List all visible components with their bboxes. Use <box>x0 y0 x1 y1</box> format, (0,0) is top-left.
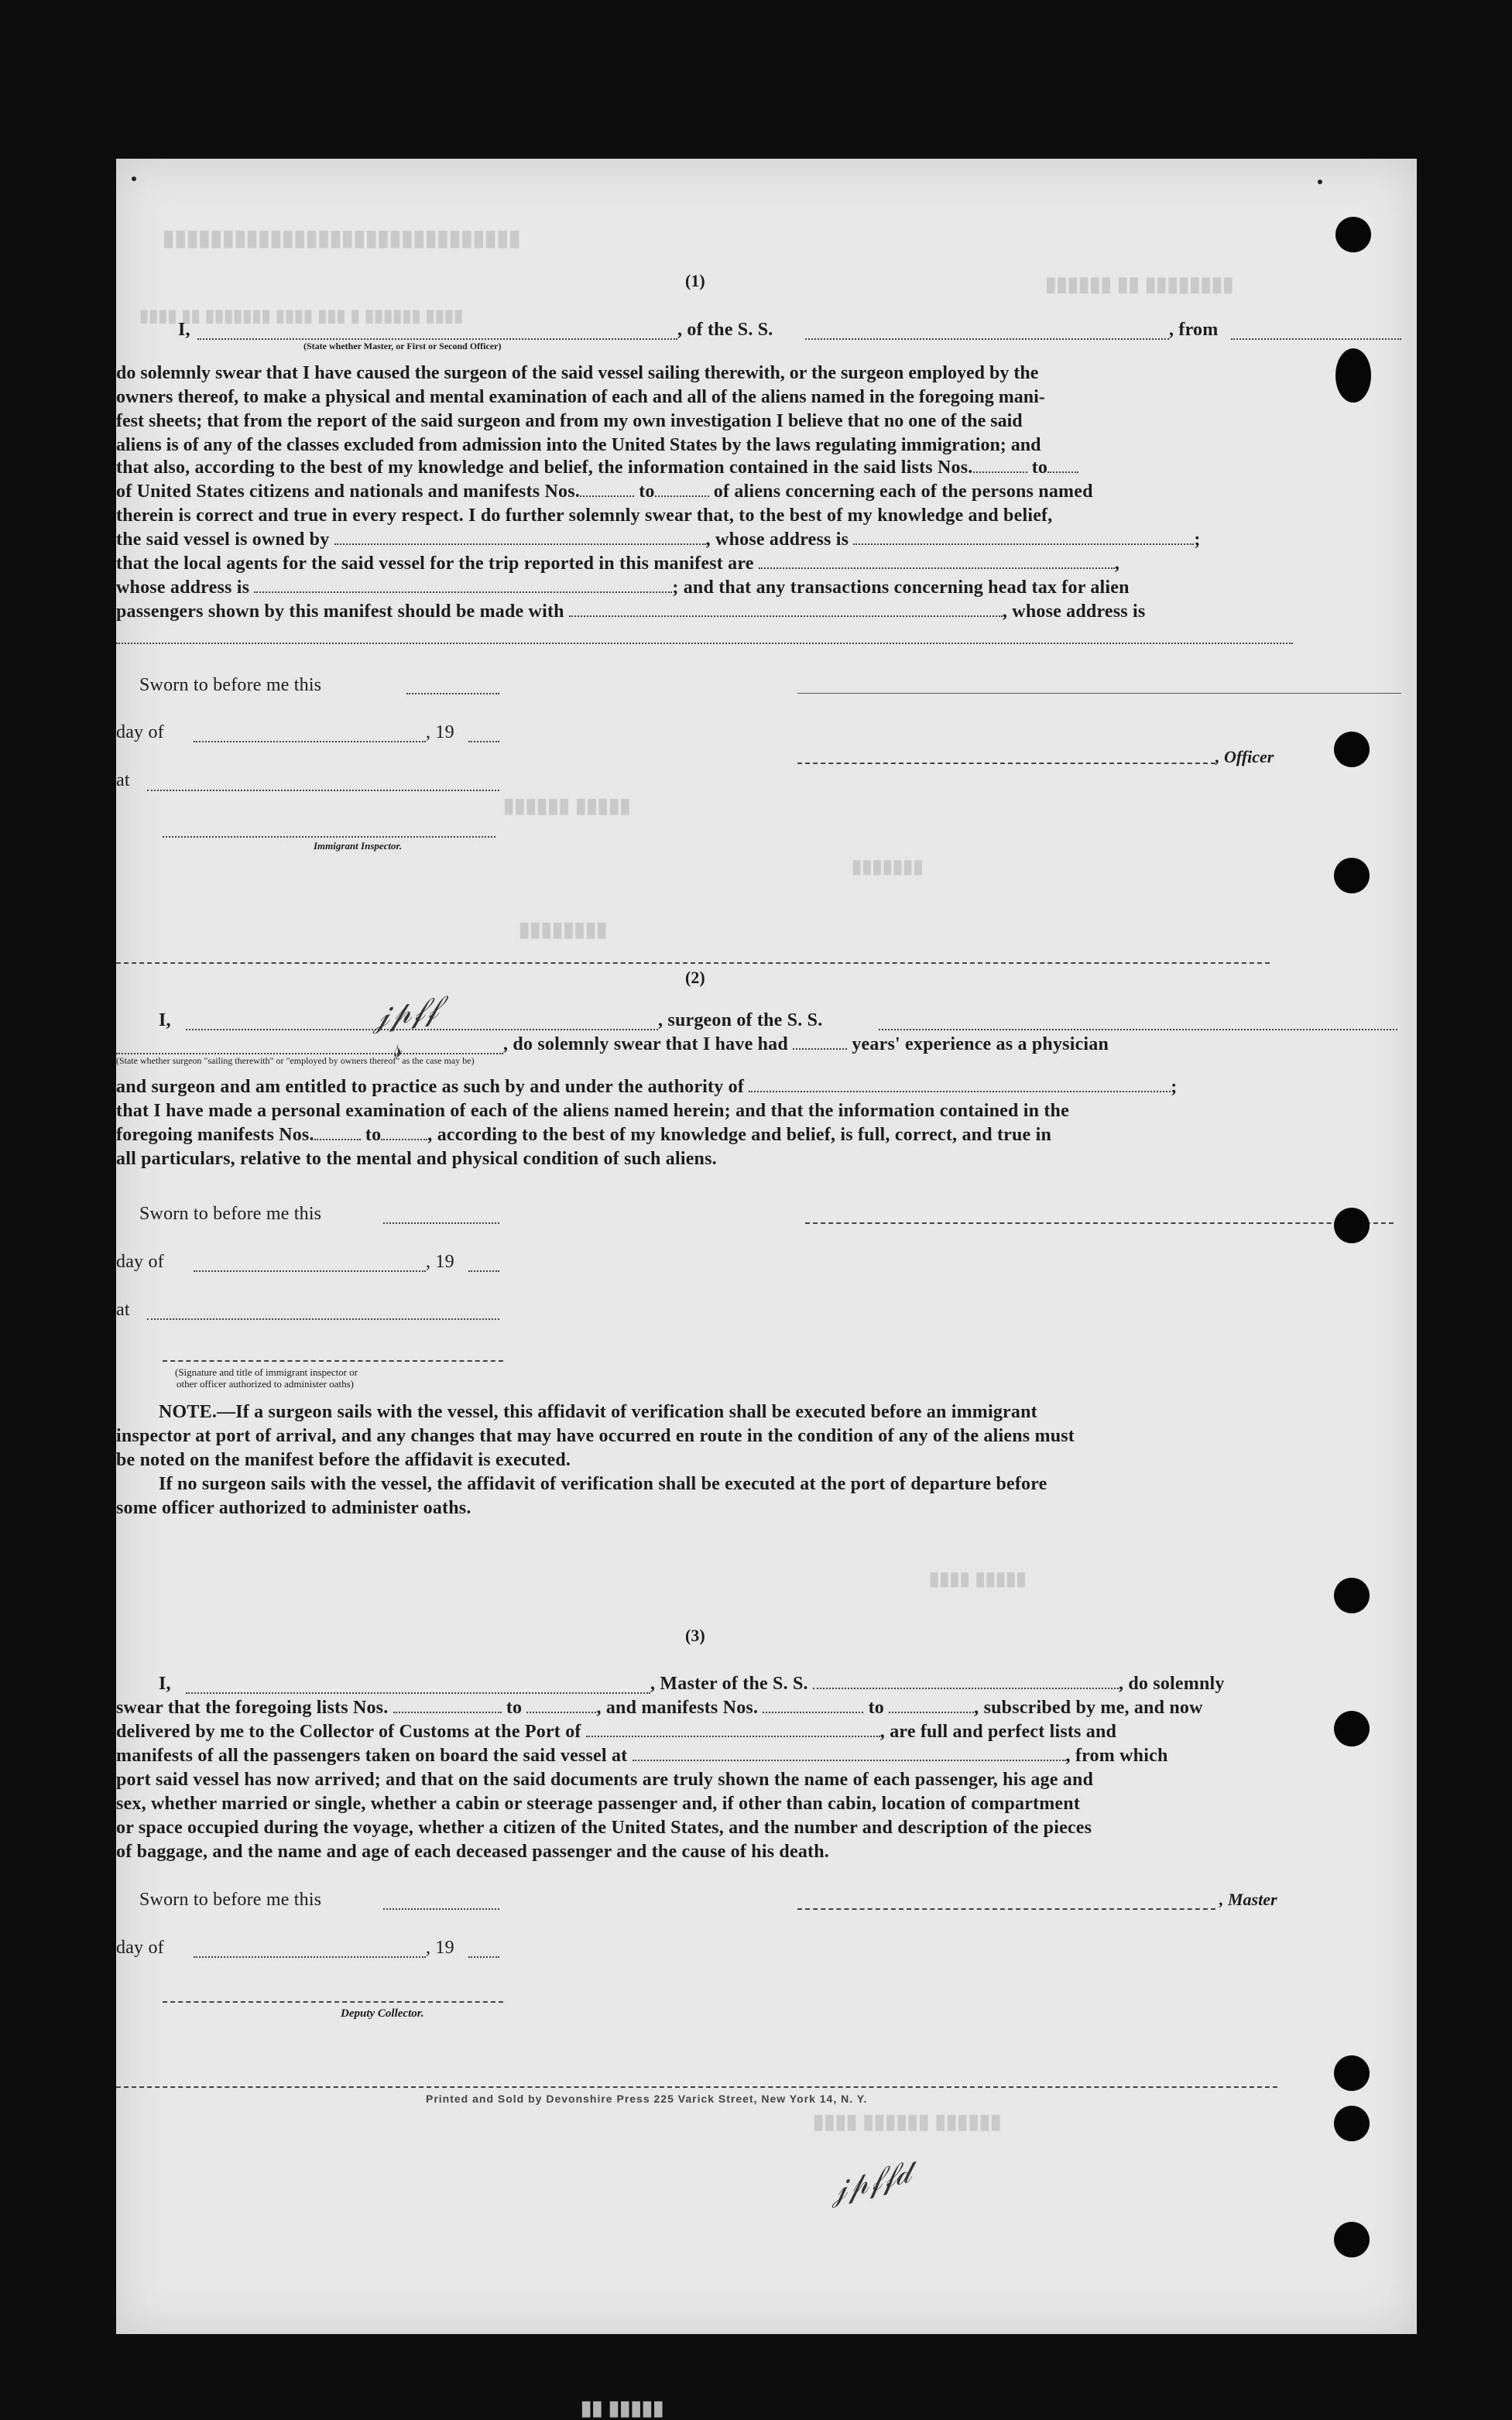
body-line: aliens is of any of the classes excluded from admission into the United States by the laws regulating immigration; and <box>116 435 1041 455</box>
body-line-text: that also, according to the best of my knowledge and belief, the information contained in the said lists Nos. <box>116 458 973 478</box>
surgeon-manifests-from-field[interactable] <box>314 1139 361 1140</box>
immigrant-inspector-label: Immigrant Inspector. <box>314 840 403 852</box>
port-of-embarkation-field[interactable] <box>633 1760 1066 1761</box>
bleed-through-header: ▮▮▮▮▮▮▮▮▮▮▮▮▮▮▮▮▮▮▮▮▮▮▮▮▮▮▮▮▮▮ <box>163 229 521 253</box>
bleed-through-text: ▮▮▮▮ ▮▮▮▮▮▮ ▮▮▮▮▮▮ <box>813 2110 1002 2133</box>
surgeon-of-ss: , surgeon of the S. S. <box>658 1010 823 1030</box>
inspector-signature-field[interactable] <box>163 836 495 838</box>
head-tax-contact-field[interactable] <box>569 615 1003 617</box>
body-line-text: foregoing manifests Nos. <box>116 1125 314 1145</box>
body-line <box>116 1746 1168 1767</box>
section-1-caption: (State whether Master, or First or Second Officer) <box>303 341 502 351</box>
head-tax-address-field[interactable] <box>116 643 1293 644</box>
day-of-label: day of <box>116 1252 164 1272</box>
surgeon-type-field[interactable] <box>116 1053 503 1054</box>
ink-speck <box>1318 180 1322 184</box>
vessel-name-field[interactable] <box>805 338 1169 340</box>
body-line-text: , and manifests Nos. <box>596 1698 759 1718</box>
sworn-label: Sworn to before me this <box>139 675 322 695</box>
signature-caption-1: (Signature and title of immigrant inspector or <box>175 1366 358 1378</box>
bleed-through-text: ▮▮ ▮▮▮▮▮ <box>581 2396 664 2419</box>
master-signature-line[interactable] <box>797 1908 1215 1910</box>
sworn-day-field[interactable] <box>406 693 499 694</box>
bleed-through-text: ▮▮▮▮ ▮▮ ▮▮▮▮▮▮▮ ▮▮▮▮ ▮▮▮ ▮ ▮▮▮▮▮▮ ▮▮▮▮ <box>139 306 464 325</box>
body-line: or space occupied during the voyage, whether a citizen of the United States, and the number and description of the pieces <box>116 1818 1092 1838</box>
year-label: , 19 <box>426 1252 454 1272</box>
body-line: therein is correct and true in every respect. I do further solemnly swear that, to the best of my knowledge and belief, <box>116 506 1053 526</box>
section-2-number: (2) <box>685 968 705 987</box>
note-line: inspector at port of arrival, and any changes that may have occurred en route in the condition of any of the aliens must <box>116 1426 1075 1446</box>
binder-hole <box>1335 217 1371 252</box>
day-of-field[interactable] <box>194 1270 426 1272</box>
master-name-field[interactable] <box>186 1692 650 1694</box>
section-2-caption: (State whether surgeon "sailing therewith" or "employed by owners thereof" as the case may be) <box>116 1055 475 1066</box>
day-of-label: day of <box>116 1938 164 1958</box>
section-3-i: I, <box>159 1674 171 1694</box>
body-line-text: swear that the foregoing lists Nos. <box>116 1698 389 1718</box>
body-line-text: , are full and perfect lists and <box>879 1722 1117 1742</box>
section-1-from: , from <box>1169 320 1219 340</box>
body-line-text: of United States citizens and nationals and manifests Nos. <box>116 482 580 502</box>
body-line-text: delivered by me to the Collector of Customs at the Port of <box>116 1722 581 1742</box>
note-line: be noted on the manifest before the affidavit is executed. <box>116 1450 571 1470</box>
inspector-signature-field[interactable] <box>163 1360 503 1362</box>
surgeon-name-field[interactable] <box>186 1029 658 1030</box>
at-place-field[interactable] <box>147 790 499 791</box>
note-line: some officer authorized to administer oaths. <box>116 1498 471 1518</box>
body-line: and surgeon and am entitled to practice as such by and under the authority of ; <box>116 1077 1178 1097</box>
day-of-field[interactable] <box>194 1956 426 1958</box>
day-of-field[interactable] <box>194 741 426 742</box>
at-place-field[interactable] <box>147 1318 499 1320</box>
body-line: port said vessel has now arrived; and that on the said documents are truly shown the name of each passenger, his age and <box>116 1770 1094 1790</box>
deputy-signature-field[interactable] <box>163 2001 503 2003</box>
section-1-i: I, <box>178 320 190 340</box>
body-line-text: , according to the best of my knowledge and belief, is full, correct, and true in <box>427 1125 1052 1145</box>
handwritten-mark: 𝒿𝓅𝒻𝒻𝒹 <box>825 2154 914 2209</box>
bleed-through-text: ▮▮▮▮ ▮▮▮▮▮ <box>929 1568 1027 1589</box>
signature-caption-2: other officer authorized to administer oaths) <box>177 1378 354 1390</box>
surgeon-swear-text: years' experience as a physician <box>852 1034 1109 1054</box>
bleed-through-text: ▮▮▮▮▮▮▮▮ ▮▮ ▮▮▮▮▮▮ <box>1045 276 1234 299</box>
bleed-through-text: ▮▮▮▮▮▮▮▮ <box>519 917 608 941</box>
at-label: at <box>116 770 130 790</box>
body-line <box>116 602 1145 622</box>
section-divider <box>116 962 1270 964</box>
body-line <box>116 458 1078 478</box>
to-label: to <box>365 1125 382 1145</box>
body-line-text: manifests of all the passengers taken on board the said vessel at <box>116 1746 628 1766</box>
body-line-text: that the local agents for the said vessel for the trip reported in this manifest are <box>116 554 754 574</box>
sworn-label: Sworn to before me this <box>139 1204 322 1224</box>
body-line <box>116 1125 1051 1146</box>
officer-signature-line-2[interactable] <box>797 763 1215 764</box>
master-of-ss <box>650 1674 1225 1695</box>
body-line <box>116 1698 1203 1719</box>
body-line: do solemnly swear that I have caused the surgeon of the said vessel sailing therewith, or the surgeon employed by the <box>116 363 1039 383</box>
citizen-lists-to-field[interactable] <box>1047 471 1078 473</box>
body-line: sex, whether married or single, whether a cabin or steerage passenger and, if other than cabin, location of compartment <box>116 1794 1081 1814</box>
section-1-body <box>116 362 1293 458</box>
body-line: owners thereof, to make a physical and mental examination of each and all of the aliens named in the foregoing mani- <box>116 387 1045 407</box>
year-field[interactable] <box>468 741 499 742</box>
body-line: of baggage, and the name and age of each deceased passenger and the cause of his death. <box>116 1842 829 1862</box>
body-line-text: the said vessel is owned by <box>116 530 330 550</box>
to-label: to <box>506 1698 523 1718</box>
officer-signature-line-1[interactable] <box>797 693 1401 694</box>
note-line <box>159 1402 1037 1423</box>
master-label: , Master <box>1219 1890 1277 1909</box>
surgeon-swear <box>503 1034 1109 1055</box>
body-line <box>116 1722 1116 1743</box>
body-line: all particulars, relative to the mental and physical condition of such aliens. <box>116 1149 717 1169</box>
section-1-number: (1) <box>685 271 705 290</box>
body-line: that the local agents for the said vessel for the trip reported in this manifest are , <box>116 554 1120 574</box>
body-line: fest sheets; that from the report of the said surgeon and from my own investigation I believe that no one of the said <box>116 411 1023 431</box>
manifests-from-field[interactable] <box>580 495 634 497</box>
local-agents-field[interactable] <box>759 567 1115 569</box>
owner-address-field[interactable] <box>853 543 1194 545</box>
day-of-label: day of <box>116 722 164 742</box>
sworn-label: Sworn to before me this <box>139 1890 322 1910</box>
binder-hole <box>1335 348 1371 403</box>
body-line-text: ; and that any transactions concerning head tax for alien <box>672 578 1130 598</box>
note-text: —If a surgeon sails with the vessel, this affidavit of verification shall be executed before an immigrant <box>217 1402 1037 1422</box>
footer-divider <box>116 2086 1277 2088</box>
manifests-from-field[interactable] <box>763 1712 863 1713</box>
master-vessel-field[interactable] <box>813 1688 1119 1689</box>
ink-speck <box>132 177 136 181</box>
year-label: , 19 <box>426 1938 454 1958</box>
sworn-day-field[interactable] <box>383 1222 499 1224</box>
surgeon-vessel-field[interactable] <box>879 1029 1397 1030</box>
section-1-of-ss: , of the S. S. <box>677 320 773 340</box>
body-line <box>116 578 1130 598</box>
master-of-ss-text: , do solemnly <box>1118 1674 1225 1694</box>
vessel-owner-field[interactable] <box>334 543 706 545</box>
agents-address-field[interactable] <box>254 591 672 593</box>
manifests-to-field[interactable] <box>655 495 709 497</box>
body-line-text: and surgeon and am entitled to practice as such by and under the authority of <box>116 1077 745 1097</box>
handwritten-mark: 𝒿𝓅𝒻𝒻 <box>369 990 441 1035</box>
binder-hole <box>1334 1578 1370 1613</box>
year-label: , 19 <box>426 722 454 742</box>
sworn-day-field[interactable] <box>383 1908 499 1910</box>
body-line: that I have made a personal examination of each of the aliens named herein; and that the information contained in the <box>116 1101 1069 1121</box>
surgeon-signature-line[interactable] <box>805 1222 1394 1224</box>
binder-hole <box>1334 2222 1370 2257</box>
bleed-through-text: ▮▮▮▮▮▮ ▮▮▮▮▮ <box>503 794 631 817</box>
manifest-verification-page <box>116 159 1417 2419</box>
lists-from-field[interactable] <box>393 1712 502 1713</box>
binder-hole <box>1334 858 1370 893</box>
body-line-text: of aliens concerning each of the persons named <box>713 482 1093 502</box>
surgeon-swear-text: , do solemnly swear that I have had <box>503 1034 788 1054</box>
port-of-arrival-field[interactable] <box>586 1736 880 1737</box>
note-line: If no surgeon sails with the vessel, the affidavit of verification shall be executed at the port of departure before <box>159 1474 1047 1494</box>
bleed-through-text: ▮▮▮▮▮▮▮ <box>852 856 924 877</box>
printer-credit: Printed and Sold by Devonshire Press 225 Varick Street, New York 14, N. Y. <box>426 2093 868 2105</box>
body-line-text: , whose address is <box>705 530 849 550</box>
binder-hole <box>1334 1208 1370 1243</box>
body-line-text: whose address is <box>116 578 250 598</box>
rank-field[interactable] <box>197 338 677 340</box>
authority-field[interactable] <box>749 1091 1171 1092</box>
body-line-text: , from which <box>1065 1746 1168 1766</box>
handwritten-mark: 𝓈 <box>385 1033 406 1064</box>
section-2-i: I, <box>159 1010 171 1030</box>
surgeon-manifests-to-field[interactable] <box>381 1139 427 1140</box>
binder-hole <box>1334 1711 1370 1746</box>
departure-port-field[interactable] <box>1231 338 1401 340</box>
body-line-text: , subscribed by me, and now <box>974 1698 1203 1718</box>
manifests-to-field[interactable] <box>889 1712 974 1713</box>
section-3-number: (3) <box>685 1626 705 1645</box>
year-field[interactable] <box>468 1956 499 1958</box>
body-line-text: passengers shown by this manifest should be made with <box>116 602 564 622</box>
binder-hole <box>1334 2055 1370 2091</box>
body-line: the said vessel is owned by , whose address is ; <box>116 530 1201 550</box>
to-label: to <box>639 482 655 502</box>
master-of-ss-text: , Master of the S. S. <box>650 1674 808 1694</box>
year-field[interactable] <box>468 1270 499 1272</box>
binder-hole <box>1334 732 1370 767</box>
body-line-text: , whose address is <box>1002 602 1146 622</box>
deputy-collector-label: Deputy Collector. <box>341 2007 424 2020</box>
at-label: at <box>116 1300 130 1320</box>
to-label: to <box>868 1698 884 1718</box>
note-label: NOTE. <box>159 1402 218 1422</box>
lists-to-field[interactable] <box>526 1712 596 1713</box>
to-label: to <box>1031 458 1048 478</box>
officer-label: , Officer <box>1215 747 1274 766</box>
citizen-lists-from-field[interactable] <box>973 471 1027 473</box>
body-line <box>116 482 1093 502</box>
years-experience-field[interactable] <box>793 1048 847 1050</box>
binder-hole <box>1334 2106 1370 2141</box>
